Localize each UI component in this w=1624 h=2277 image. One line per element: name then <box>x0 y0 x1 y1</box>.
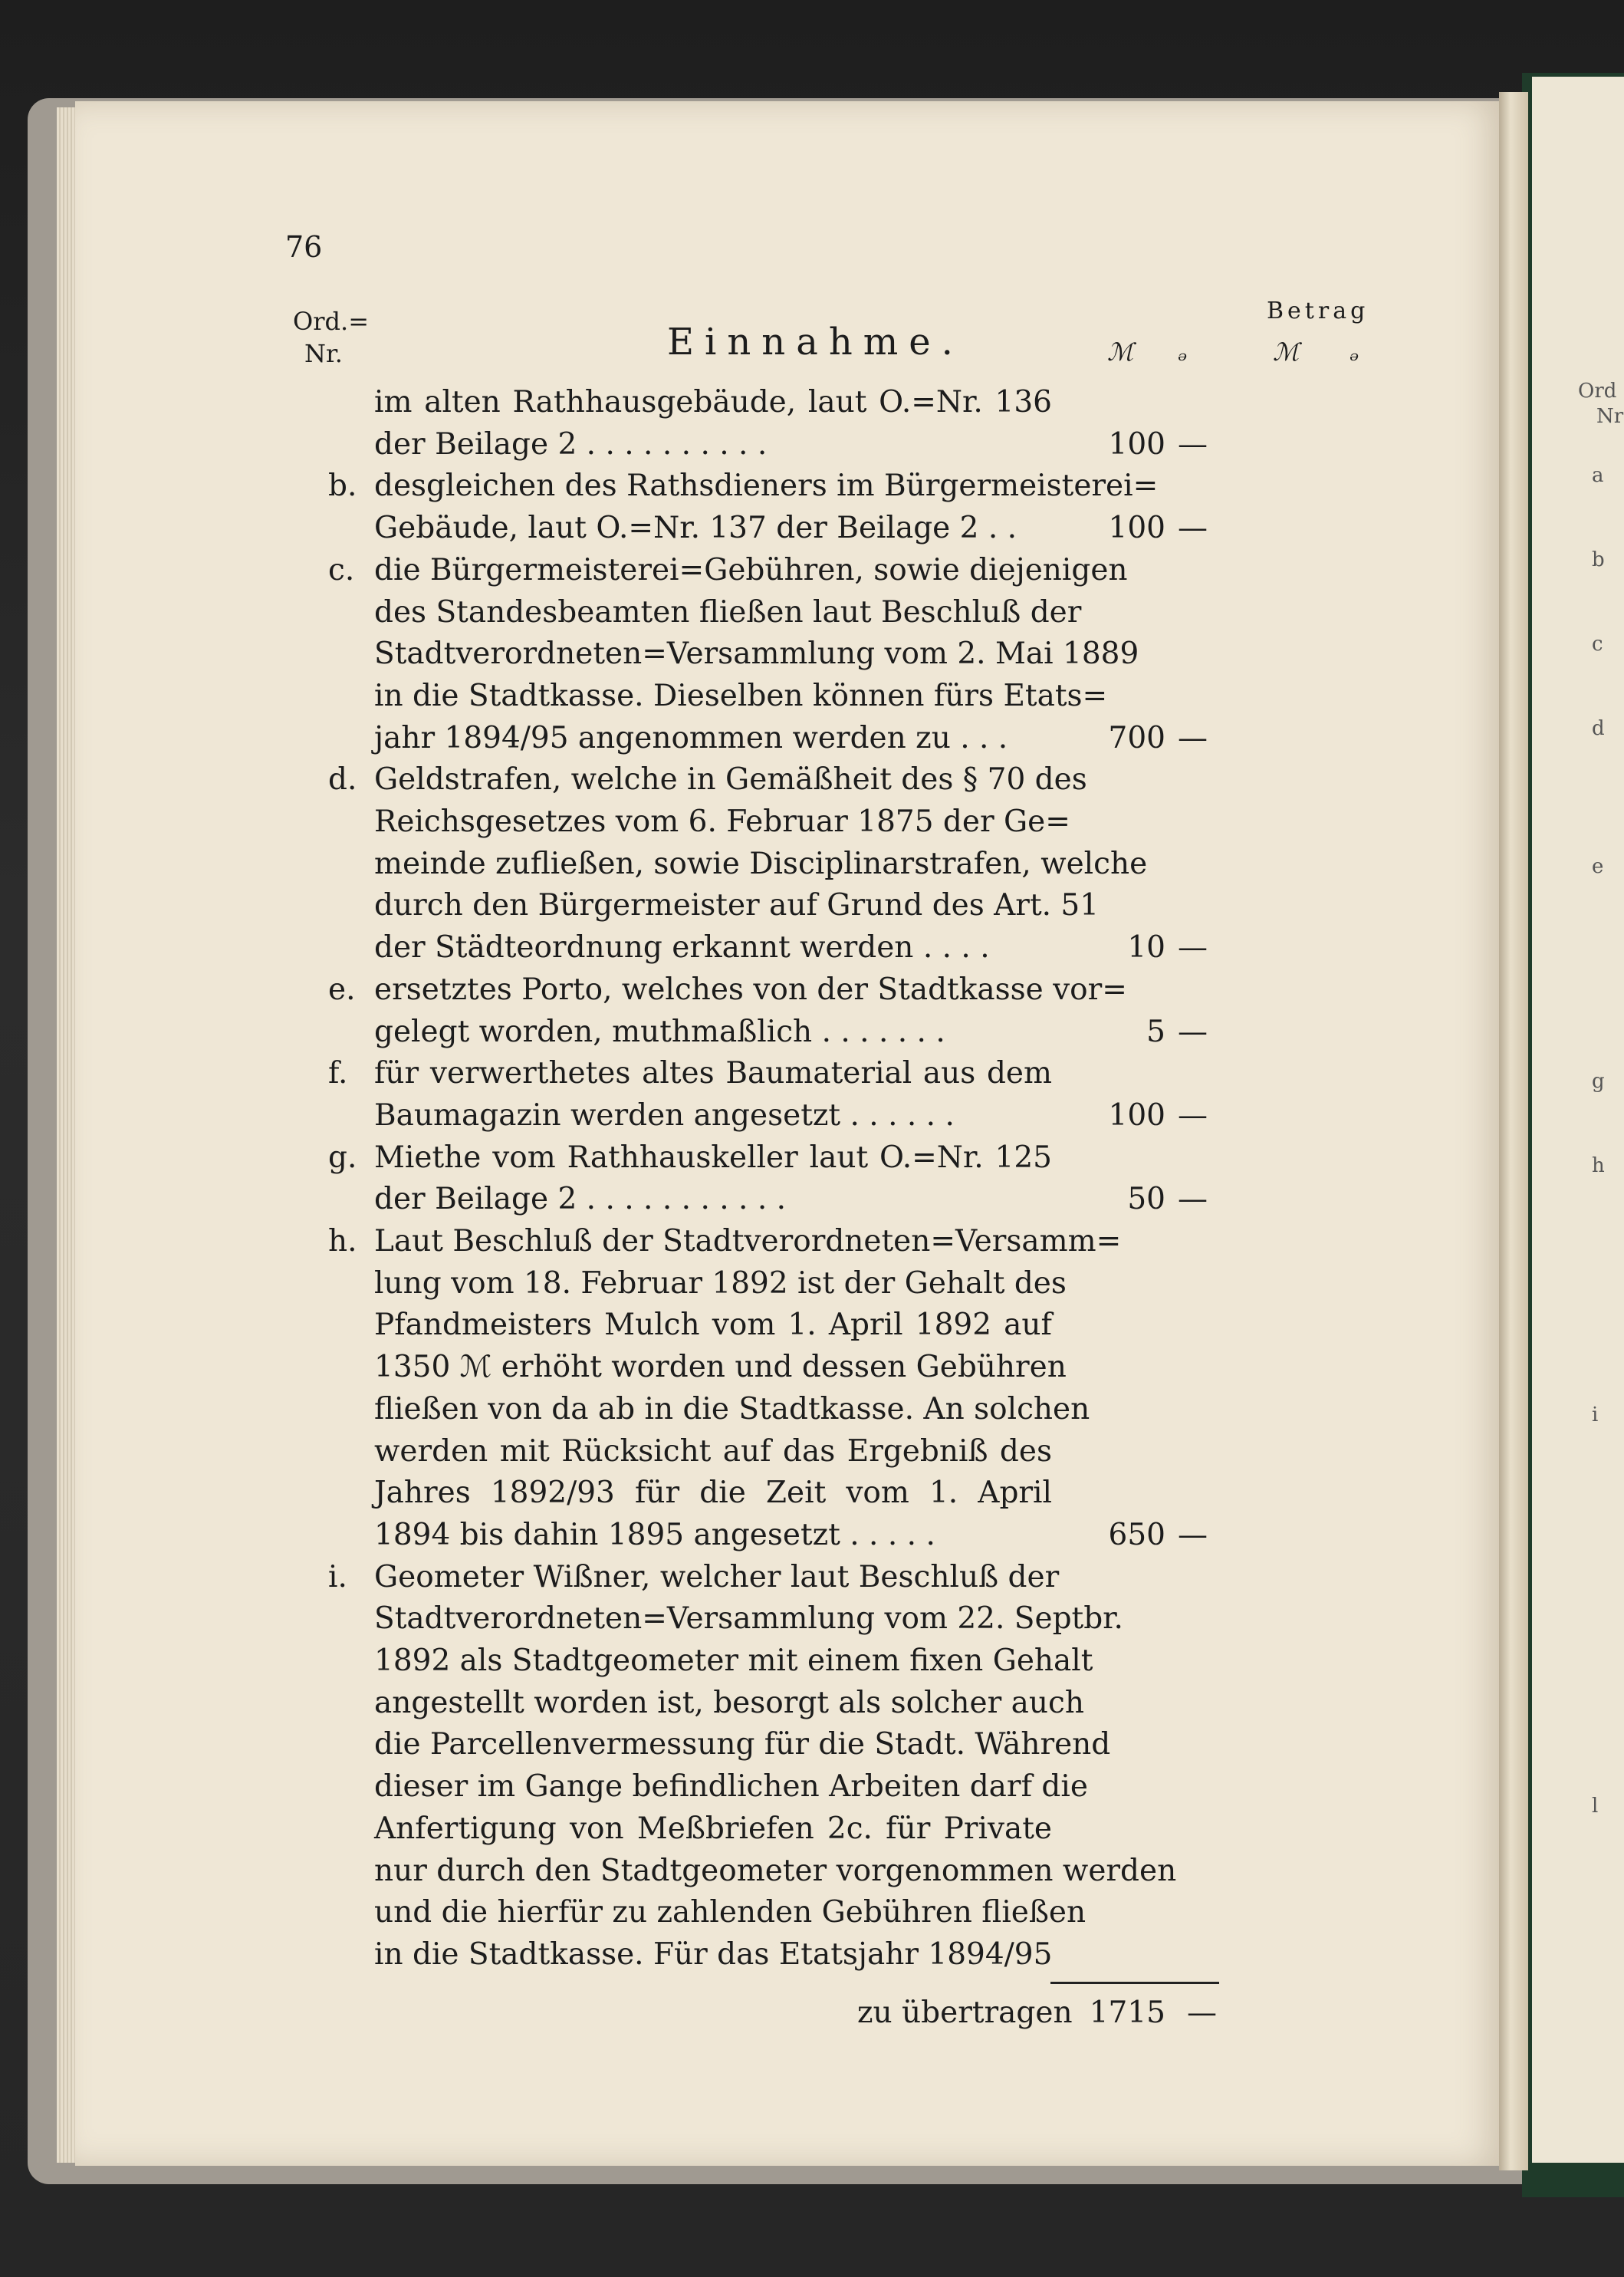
row-dash: — <box>1178 1015 1208 1049</box>
row-amount <box>1081 1139 1165 1177</box>
row-amount <box>1081 887 1165 925</box>
next-page-fragment: h <box>1592 1154 1605 1177</box>
row-amount: 100 <box>1108 427 1165 462</box>
page-title: Einnahme. <box>667 321 964 364</box>
row-text: Geometer Wißner, welcher laut Beschluß der <box>374 1560 1060 1594</box>
row-text: Reichsgesetzes vom 6. Februar 1875 der Ge= <box>374 805 1070 839</box>
row-text: Baumagazin werden angesetzt . . . . . . <box>374 1098 955 1133</box>
row-label: h. <box>328 1224 357 1259</box>
row-text: des Standesbeamten fließen laut Beschluß der <box>374 595 1082 630</box>
row-amount <box>1081 1265 1165 1303</box>
row-amount <box>1081 594 1165 632</box>
next-page-fragment: i <box>1592 1403 1599 1426</box>
row-amount <box>1081 1433 1165 1471</box>
row-label: d. <box>328 762 357 797</box>
row-amount <box>1081 1474 1165 1512</box>
row-label: e. <box>328 972 356 1007</box>
row-amount <box>1081 971 1165 1009</box>
row-dash: — <box>1178 511 1208 545</box>
row-text: die Bürgermeisterei=Gebühren, sowie diejenigen <box>374 553 1128 587</box>
row-text: der Beilage 2 . . . . . . . . . . . <box>374 1182 787 1216</box>
row-label: g. <box>328 1140 357 1175</box>
carry-over-label: zu übertragen <box>857 1996 1073 2030</box>
column-header-betrag: Betrag <box>1267 298 1369 324</box>
row-dash <box>1178 845 1208 883</box>
row-dash: — <box>1178 1098 1208 1133</box>
next-page-fragment: Nr <box>1596 405 1624 428</box>
row-dash <box>1178 1390 1208 1429</box>
row-dash <box>1178 677 1208 716</box>
row-text: für verwerthetes altes Baumaterial aus dem <box>374 1056 1052 1091</box>
row-amount <box>1081 1306 1165 1344</box>
row-text: jahr 1894/95 angenommen werden zu . . . <box>374 721 1008 755</box>
row-dash <box>1178 1684 1208 1723</box>
row-amount <box>1081 635 1165 673</box>
row-text: Miethe vom Rathhauskeller laut O.=Nr. 125 <box>374 1140 1052 1175</box>
row-amount <box>1081 1642 1165 1680</box>
row-text: 1892 als Stadtgeometer mit einem fixen Gehalt <box>374 1644 1093 1678</box>
next-page-fragment: l <box>1592 1795 1599 1818</box>
row-dash <box>1178 383 1208 422</box>
row-text: der Städteordnung erkannt werden . . . . <box>374 930 990 965</box>
next-page-fragment: Ord <box>1578 380 1617 403</box>
page-gutter <box>1499 92 1528 2170</box>
carry-over-dash: — <box>1187 1996 1217 2030</box>
column-header-ord <box>293 305 369 370</box>
row-amount <box>1081 845 1165 883</box>
row-amount <box>1081 383 1165 422</box>
row-text: in die Stadtkasse. Für das Etatsjahr 1894/95 <box>374 1937 1053 1972</box>
row-text: nur durch den Stadtgeometer vorgenommen werden <box>374 1854 1177 1888</box>
row-dash: — <box>1178 1518 1208 1552</box>
row-dash <box>1178 1894 1208 1932</box>
row-text: dieser im Gange befindlichen Arbeiten darf die <box>374 1769 1088 1804</box>
row-dash: — <box>1178 721 1208 755</box>
row-dash <box>1178 1600 1208 1638</box>
row-amount <box>1081 1936 1165 1974</box>
row-amount <box>1081 1810 1165 1848</box>
row-dash <box>1178 1265 1208 1303</box>
next-page <box>1532 77 1624 2163</box>
row-dash <box>1178 761 1208 799</box>
row-text: fließen von da ab in die Stadtkasse. An solchen <box>374 1392 1090 1426</box>
row-amount: 100 <box>1108 1098 1165 1133</box>
row-text: angestellt worden ist, besorgt als solcher auch <box>374 1686 1084 1720</box>
row-dash <box>1178 1055 1208 1093</box>
row-text: Stadtverordneten=Versammlung vom 22. Septbr. <box>374 1601 1123 1636</box>
row-amount <box>1081 467 1165 505</box>
row-amount <box>1081 1558 1165 1597</box>
row-text: Jahres 1892/93 für die Zeit vom 1. April <box>374 1476 1052 1510</box>
row-text: in die Stadtkasse. Dieselben können fürs Etats= <box>374 679 1108 713</box>
row-dash <box>1178 635 1208 673</box>
row-amount <box>1081 1348 1165 1387</box>
row-amount <box>1081 1222 1165 1261</box>
sum-rule <box>1050 1982 1219 1984</box>
next-page-fragment: d <box>1592 717 1605 740</box>
next-page-fragment: e <box>1592 855 1604 878</box>
row-dash <box>1178 551 1208 590</box>
row-text: Laut Beschluß der Stadtverordneten=Versamm= <box>374 1224 1122 1259</box>
row-dash: — <box>1178 427 1208 462</box>
row-amount <box>1081 677 1165 716</box>
row-text: Gebäude, laut O.=Nr. 137 der Beilage 2 . . <box>374 511 1017 545</box>
row-dash <box>1178 467 1208 505</box>
row-text: Pfandmeisters Mulch vom 1. April 1892 auf <box>374 1308 1052 1342</box>
unit-mark: ℳ <box>1107 337 1134 367</box>
next-page-fragment: a <box>1592 464 1604 487</box>
next-page-fragment: c <box>1592 633 1603 656</box>
row-dash <box>1178 1433 1208 1471</box>
row-dash <box>1178 1348 1208 1387</box>
row-dash <box>1178 1852 1208 1890</box>
row-dash: — <box>1178 1182 1208 1216</box>
page-number: 76 <box>285 230 323 264</box>
row-amount: 50 <box>1127 1182 1165 1216</box>
row-text: Anfertigung von Meßbriefen 2c. für Private <box>374 1811 1052 1846</box>
row-text: desgleichen des Rathsdieners im Bürgermeisterei= <box>374 469 1159 503</box>
row-label: f. <box>328 1056 348 1091</box>
row-dash <box>1178 594 1208 632</box>
row-amount <box>1081 803 1165 841</box>
row-amount <box>1081 1684 1165 1723</box>
row-amount: 10 <box>1127 930 1165 965</box>
row-dash <box>1178 887 1208 925</box>
row-dash <box>1178 1306 1208 1344</box>
row-text: durch den Bürgermeister auf Grund des Art. 51 <box>374 888 1100 923</box>
row-text: lung vom 18. Februar 1892 ist der Gehalt des <box>374 1266 1067 1301</box>
row-text: im alten Rathhausgebäude, laut O.=Nr. 136 <box>374 385 1052 420</box>
column-header-nr-line: Nr. <box>304 339 343 368</box>
row-amount <box>1081 1852 1165 1890</box>
row-dash <box>1178 1222 1208 1261</box>
row-dash <box>1178 1558 1208 1597</box>
row-dash <box>1178 1936 1208 1974</box>
row-text: gelegt worden, muthmaßlich . . . . . . . <box>374 1015 945 1049</box>
carry-over-amount: 1715 <box>1089 1996 1165 2030</box>
row-dash <box>1178 1642 1208 1680</box>
row-text: 1894 bis dahin 1895 angesetzt . . . . . <box>374 1518 935 1552</box>
row-amount: 5 <box>1146 1015 1165 1049</box>
row-amount <box>1081 1600 1165 1638</box>
unit-mark: ℳ <box>1273 337 1300 367</box>
next-page-fragment: b <box>1592 548 1605 571</box>
row-dash <box>1178 971 1208 1009</box>
row-amount <box>1081 1390 1165 1429</box>
row-dash <box>1178 1768 1208 1806</box>
row-text: meinde zufließen, sowie Disciplinarstrafen, welche <box>374 847 1148 881</box>
row-text: 1350 ℳ erhöht worden und dessen Gebühren <box>374 1350 1067 1384</box>
row-dash: — <box>1178 930 1208 965</box>
row-label: b. <box>328 469 357 503</box>
row-text: und die hierfür zu zahlenden Gebühren fließen <box>374 1895 1087 1930</box>
row-dash <box>1178 1139 1208 1177</box>
row-label: c. <box>328 553 355 587</box>
unit-pfennig: ₔ <box>1349 337 1359 367</box>
row-dash <box>1178 1726 1208 1764</box>
row-text: die Parcellenvermessung für die Stadt. Während <box>374 1727 1111 1762</box>
row-amount <box>1081 1768 1165 1806</box>
unit-pfennig: ₔ <box>1178 337 1188 367</box>
row-amount: 100 <box>1108 511 1165 545</box>
column-header-ord-line: Ord.= <box>293 307 369 336</box>
row-dash <box>1178 1810 1208 1848</box>
next-page-fragment: g <box>1592 1070 1605 1093</box>
row-text: Stadtverordneten=Versammlung vom 2. Mai 1889 <box>374 637 1139 671</box>
row-amount <box>1081 551 1165 590</box>
row-label: i. <box>328 1560 347 1594</box>
row-text: Geldstrafen, welche in Gemäßheit des § 70 des <box>374 762 1087 797</box>
row-amount <box>1081 1055 1165 1093</box>
row-text: werden mit Rücksicht auf das Ergebniß des <box>374 1434 1052 1469</box>
row-dash <box>1178 1474 1208 1512</box>
row-amount: 650 <box>1108 1518 1165 1552</box>
row-amount <box>1081 1894 1165 1932</box>
row-text: ersetztes Porto, welches von der Stadtkasse vor= <box>374 972 1127 1007</box>
row-dash <box>1178 803 1208 841</box>
row-amount: 700 <box>1108 721 1165 755</box>
row-text: der Beilage 2 . . . . . . . . . . <box>374 427 768 462</box>
row-amount <box>1081 1726 1165 1764</box>
row-amount <box>1081 761 1165 799</box>
